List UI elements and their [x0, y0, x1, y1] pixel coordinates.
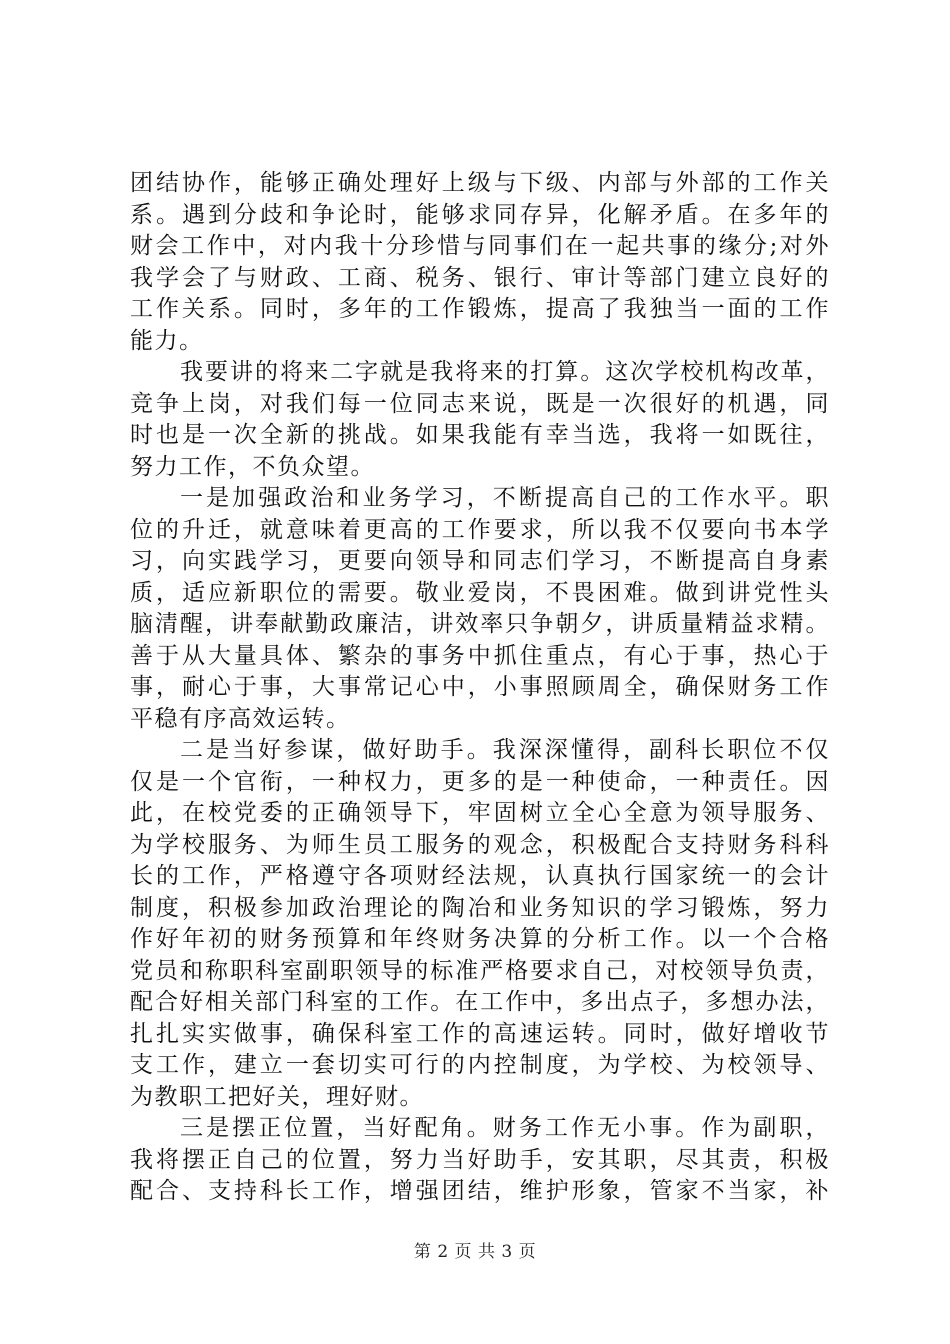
paragraph-first-line: 我要讲的将来二字就是我将来的打算。这次学校机构改革，	[180, 359, 830, 385]
paragraph-first-line: 二是当好参谋，做好助手。我深深懂得，副科长职位不仅	[180, 737, 830, 763]
paragraph-first-line: 一是加强政治和业务学习，不断提高自己的工作水平。职	[180, 485, 830, 511]
text-line: 作好年初的财务预算和年终财务决算的分析工作。以一个合格	[130, 926, 830, 952]
text-line: 配合、支持科长工作，增强团结，维护形象，管家不当家，补	[130, 1178, 830, 1204]
text-line: 能力。	[130, 327, 204, 354]
text-line: 我将摆正自己的位置，努力当好助手，安其职，尽其责，积极	[130, 1146, 830, 1173]
text-line: 为学校服务、为师生员工服务的观念，积极配合支持财务科科	[130, 831, 830, 858]
text-line: 制度，积极参加政治理论的陶冶和业务知识的学习锻炼，努力	[130, 894, 830, 921]
text-line: 脑清醒，讲奉献勤政廉洁，讲效率只争朝夕，讲质量精益求精。	[130, 611, 830, 637]
text-line: 习，向实践学习，更要向领导和同志们学习，不断提高自身素	[130, 548, 830, 574]
text-line: 此，在校党委的正确领导下，牢固树立全心全意为领导服务、	[130, 800, 830, 826]
text-line: 配合好相关部门科室的工作。在工作中，多出点子，多想办法，	[130, 989, 830, 1015]
text-line: 为教职工把好关，理好财。	[130, 1083, 424, 1110]
page-footer: 第 2 页 共 3 页	[413, 1242, 537, 1262]
text-line: 平稳有序高效运转。	[130, 705, 351, 732]
text-line: 位的升迁，就意味着更高的工作要求，所以我不仅要向书本学	[130, 516, 830, 543]
text-line: 时也是一次全新的挑战。如果我能有幸当选，我将一如既往，	[130, 422, 830, 448]
text-line: 我学会了与财政、工商、税务、银行、审计等部门建立良好的	[130, 264, 830, 291]
text-line: 系。遇到分歧和争论时，能够求同存异，化解矛盾。在多年的	[130, 201, 830, 228]
text-line: 努力工作，不负众望。	[130, 453, 375, 480]
text-line: 团结协作，能够正确处理好上级与下级、内部与外部的工作关	[130, 170, 830, 196]
text-line: 扎扎实实做事，确保科室工作的高速运转。同时，做好增收节	[130, 1020, 830, 1047]
text-line: 善于从大量具体、繁杂的事务中抓住重点，有心于事，热心于	[130, 642, 830, 669]
text-line: 支工作，建立一套切实可行的内控制度，为学校、为校领导、	[130, 1052, 830, 1078]
text-line: 质，适应新职位的需要。敬业爱岗，不畏困难。做到讲党性头	[130, 579, 830, 606]
paragraph-first-line: 三是摆正位置，当好配角。财务工作无小事。作为副职，	[180, 1115, 830, 1141]
text-line: 财会工作中，对内我十分珍惜与同事们在一起共事的缘分;对外	[130, 233, 830, 259]
text-line: 仅是一个官衔，一种权力，更多的是一种使命，一种责任。因	[130, 768, 830, 795]
text-line: 事，耐心于事，大事常记心中，小事照顾周全，确保财务工作	[130, 674, 830, 700]
text-line: 竞争上岗，对我们每一位同志来说，既是一次很好的机遇，同	[130, 390, 830, 417]
text-line: 工作关系。同时，多年的工作锻炼，提高了我独当一面的工作	[130, 296, 830, 322]
text-line: 长的工作，严格遵守各项财经法规，认真执行国家统一的会计	[130, 863, 830, 889]
text-line: 党员和称职科室副职领导的标准严格要求自己，对校领导负责，	[130, 957, 830, 984]
